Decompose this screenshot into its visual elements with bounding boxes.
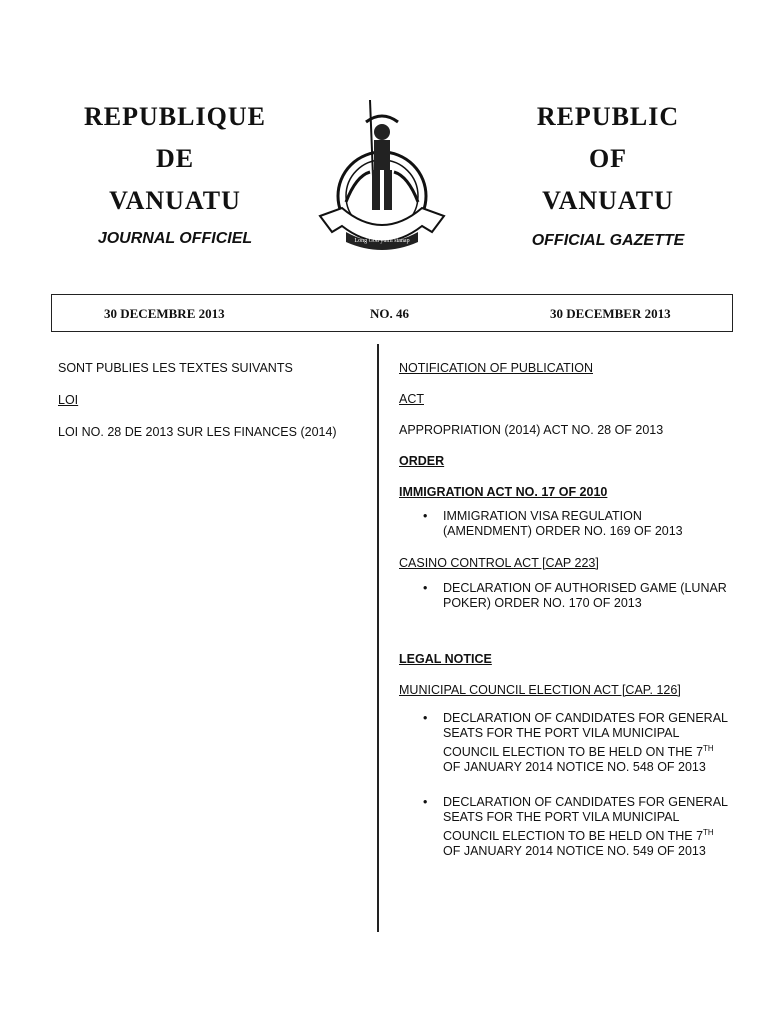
- english-contents-column: [399, 360, 729, 875]
- immigration-act-heading: IMMIGRATION ACT NO. 17 OF 2010: [399, 485, 608, 499]
- notice-549-sup: TH: [703, 828, 714, 838]
- casino-act-heading: CASINO CONTROL ACT [CAP 223]: [399, 556, 599, 570]
- english-title-line3: VANUATU: [542, 186, 674, 215]
- french-subtitle: JOURNAL OFFICIEL: [97, 230, 253, 247]
- column-divider: [377, 344, 379, 932]
- act-item: APPROPRIATION (2014) ACT NO. 28 OF 2013: [399, 423, 664, 437]
- english-title-block: [478, 96, 738, 252]
- list-item: [399, 711, 729, 775]
- notice-548-text-a: DECLARATION OF CANDIDATES FOR GENERAL SEATS FOR THE PORT VILA MUNICIPAL COUNCIL ELECTION TO BE HELD ON THE 7: [443, 711, 728, 760]
- list-item: [399, 509, 729, 539]
- notice-548-text: [443, 711, 728, 774]
- loi-heading: LOI: [58, 393, 79, 407]
- french-title-line1: REPUBLIQUE: [84, 102, 266, 131]
- municipal-election-act-heading: MUNICIPAL COUNCIL ELECTION ACT [CAP. 126]: [399, 683, 681, 697]
- notice-548-sup: TH: [703, 744, 714, 753]
- date-issue-bar: [51, 294, 733, 332]
- order-heading: ORDER: [399, 454, 445, 468]
- french-title-line2: DE: [155, 144, 195, 173]
- emblem-motto: Long God yumi stanap: [354, 238, 410, 244]
- date-french: 30 DECEMBRE 2013: [104, 306, 225, 321]
- notice-548-text-b: OF JANUARY 2014 NOTICE NO. 548 OF 2013: [443, 760, 706, 775]
- french-contents-column: [58, 360, 368, 456]
- list-item: [399, 795, 729, 859]
- loi-item: LOI NO. 28 DE 2013 SUR LES FINANCES (2014): [58, 425, 337, 439]
- english-title-line2: OF: [588, 144, 628, 173]
- immigration-order-item: IMMIGRATION VISA REGULATION (AMENDMENT) ORDER NO. 169 OF 2013: [443, 509, 683, 538]
- bullet-icon: •: [423, 509, 428, 523]
- notice-549-text-a: DECLARATION OF CANDIDATES FOR GENERAL SEATS FOR THE PORT VILA MUNICIPAL COUNCIL ELECTION TO BE HELD ON THE 7: [443, 795, 728, 844]
- issue-number: NO. 46: [370, 306, 409, 321]
- english-title-line1: REPUBLIC: [536, 102, 680, 131]
- casino-order-item: DECLARATION OF AUTHORISED GAME (LUNAR POKER) ORDER NO. 170 OF 2013: [443, 581, 727, 610]
- legal-notice-heading: LEGAL NOTICE: [399, 652, 492, 666]
- list-item: [399, 581, 729, 611]
- notification-heading: NOTIFICATION OF PUBLICATION: [399, 361, 593, 375]
- bullet-icon: •: [423, 711, 428, 725]
- notice-549-text-b: OF JANUARY 2014 NOTICE NO. 549 OF 2013: [443, 844, 706, 859]
- french-title-block: [45, 96, 305, 250]
- bullet-icon: •: [423, 795, 428, 810]
- act-heading: ACT: [399, 392, 424, 406]
- english-subtitle: OFFICIAL GAZETTE: [531, 232, 685, 249]
- date-english: 30 DECEMBER 2013: [550, 306, 671, 321]
- bullet-icon: •: [423, 581, 428, 595]
- vanuatu-coat-of-arms-emblem: [312, 92, 452, 262]
- notice-549-text: [443, 795, 728, 858]
- french-title-line3: VANUATU: [109, 186, 241, 215]
- french-intro: SONT PUBLIES LES TEXTES SUIVANTS: [58, 361, 293, 375]
